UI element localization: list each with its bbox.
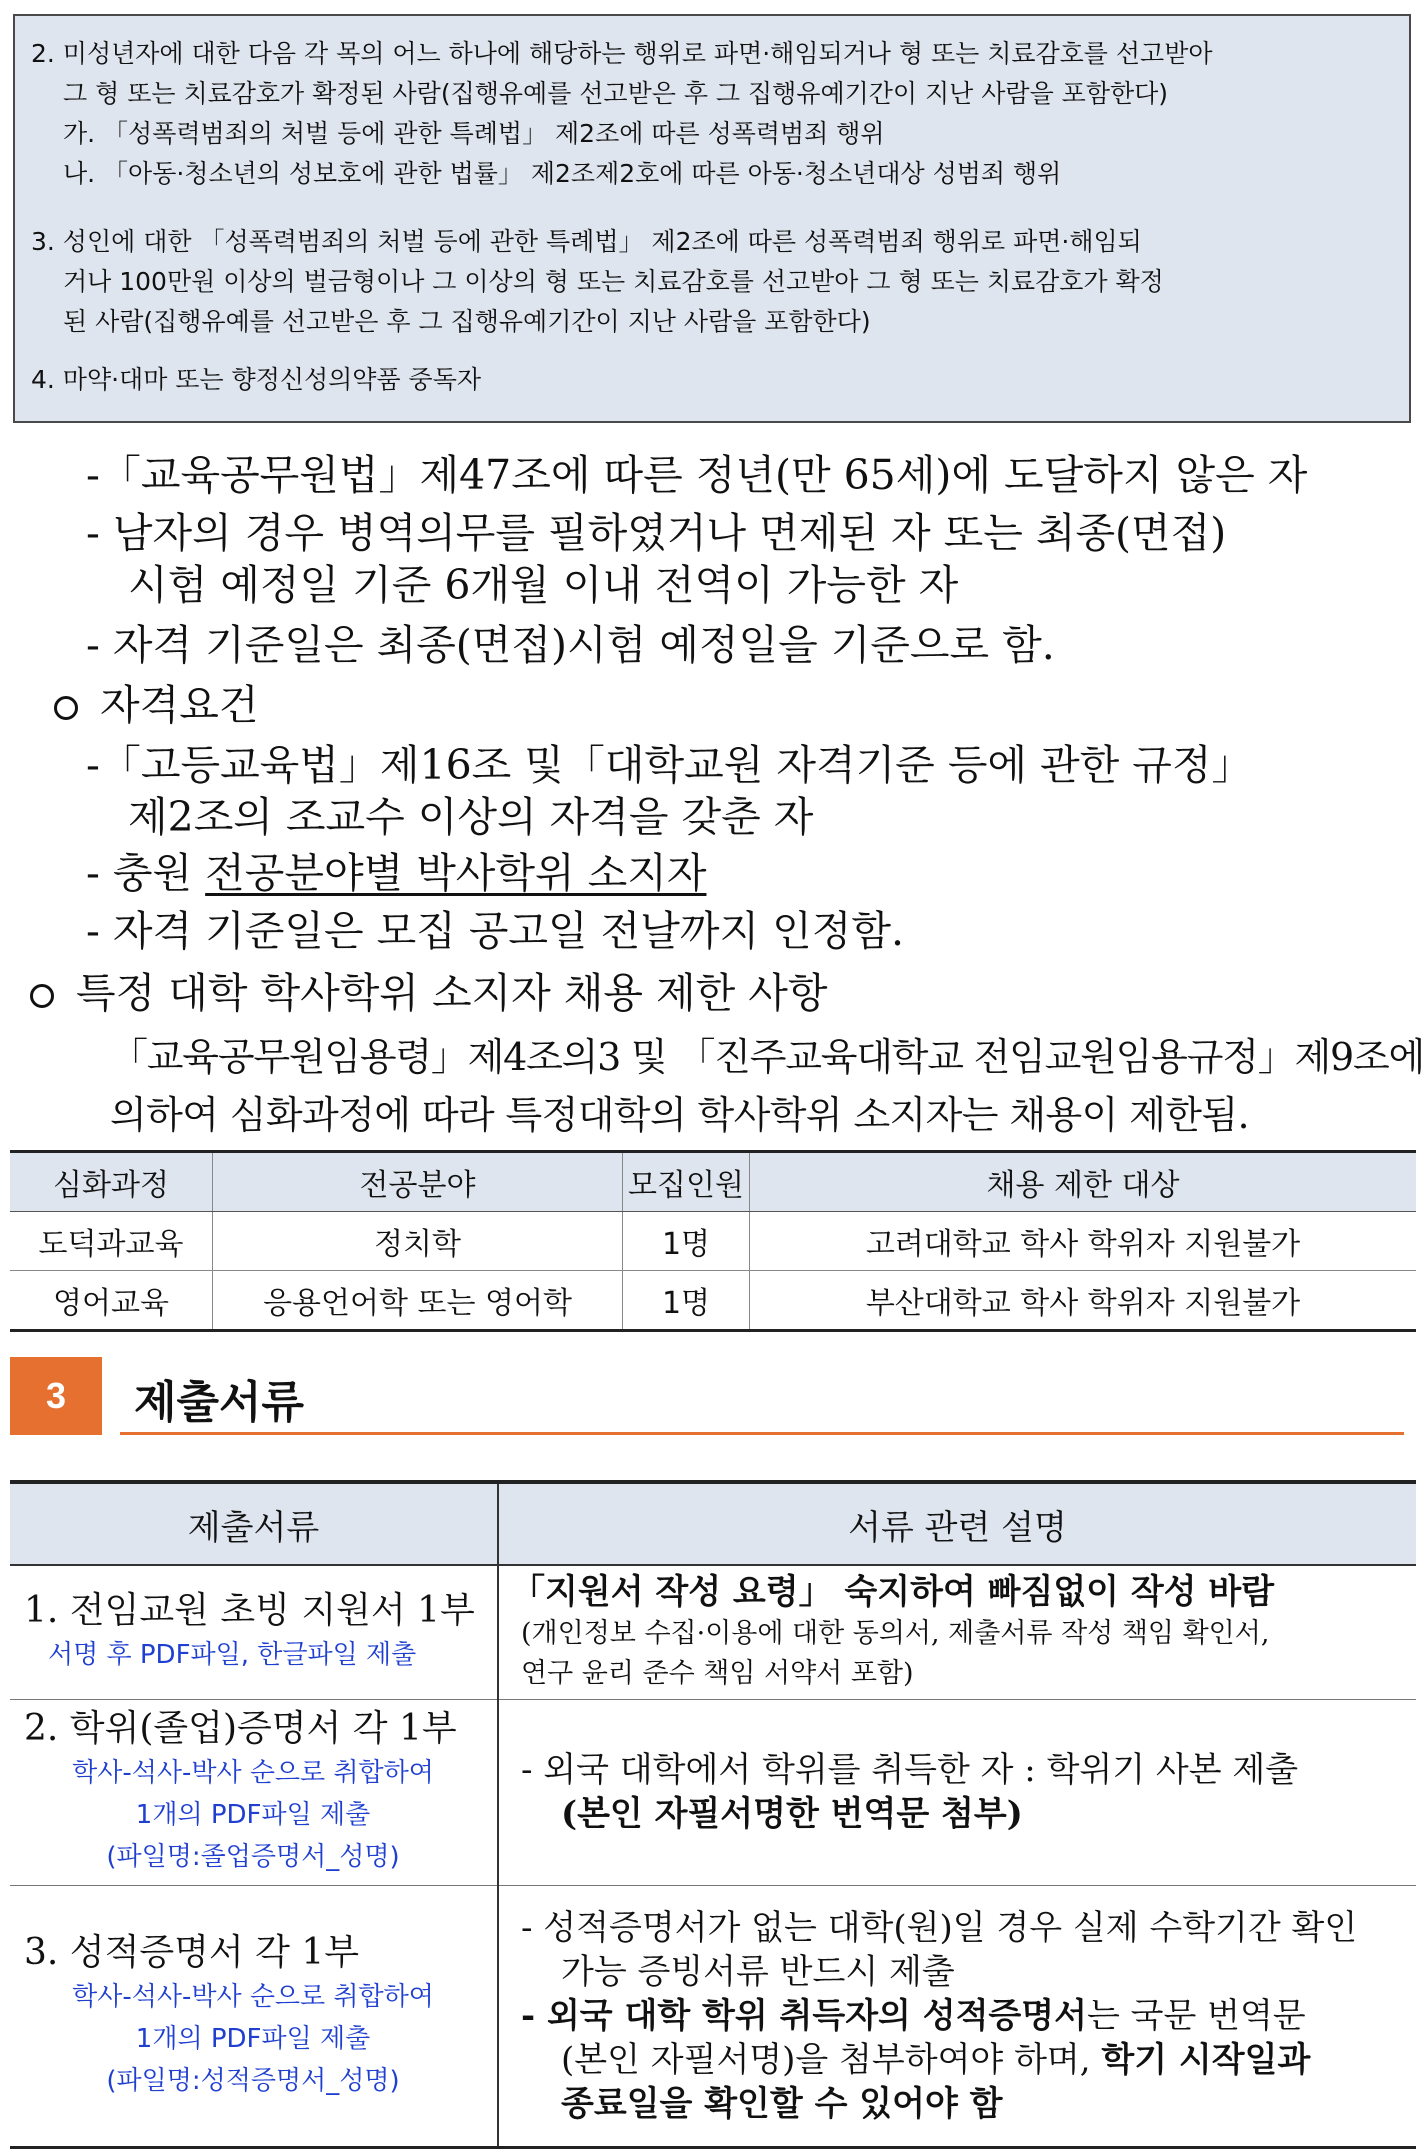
document-note: 서명 후 PDF파일, 한글파일 제출	[48, 1640, 417, 1671]
description-line: (본인 자필서명)을 첨부하여야 하며, 학기 시작일과	[561, 2039, 1311, 2080]
text-line: -「고등교육법」제16조 및「대학교원 자격기준 등에 관한 규정」	[86, 741, 1253, 789]
box-line: 3. 성인에 대한 「성폭력범죄의 처벌 등에 관한 특례법」 제2조에 따른 성폭력범죄 행위로 파면·해임되	[31, 227, 1142, 256]
document-note: (파일명:성적증명서_성명)	[106, 2065, 400, 2096]
column-header: 채용 제한 대상	[750, 1152, 1417, 1212]
text-line: - 충원 전공분야별 박사학위 소지자	[86, 849, 707, 897]
description-line: - 외국 대학에서 학위를 취득한 자 : 학위기 사본 제출	[521, 1750, 1299, 1790]
table-cell: 응용언어학 또는 영어학	[213, 1271, 623, 1331]
box-line: 2. 미성년자에 대한 다음 각 목의 어느 하나에 해당하는 행위로 파면·해임되거나 형 또는 치료감호를 선고받아	[31, 39, 1213, 68]
description-line: 가능 증빙서류 반드시 제출	[561, 1951, 955, 1992]
disqualification-box	[13, 14, 1411, 423]
document-title: 1. 전임교원 초빙 지원서 1부	[24, 1590, 475, 1632]
table-cell: 부산대학교 학사 학위자 지원불가	[750, 1271, 1417, 1331]
description-line: - 성적증명서가 없는 대학(원)일 경우 실제 수학기간 확인	[521, 1907, 1358, 1948]
text-line: 제2조의 조교수 이상의 자격을 갖춘 자	[128, 793, 814, 841]
text-line: - 남자의 경우 병역의무를 필하였거나 면제된 자 또는 최종(면접)	[86, 509, 1227, 557]
document-cell	[10, 1699, 498, 1885]
description-cell	[498, 1565, 1416, 1699]
document-cell	[10, 1565, 498, 1699]
table-row	[10, 1271, 1416, 1331]
table-header-row	[10, 1152, 1416, 1212]
description-cell	[498, 1885, 1416, 2147]
column-header: 심화과정	[10, 1152, 213, 1212]
description-line: 종료일을 확인할 수 있어야 함	[561, 2083, 1003, 2124]
text-line: 「교육공무원임용령」제4조의3 및 「진주교육대학교 전임교원임용규정」제9조에	[110, 1035, 1425, 1079]
text-line: - 자격 기준일은 최종(면접)시험 예정일을 기준으로 함.	[86, 621, 1055, 669]
document-title: 2. 학위(졸업)증명서 각 1부	[24, 1708, 457, 1749]
table-cell: 영어교육	[10, 1271, 213, 1331]
column-header: 제출서류	[10, 1482, 498, 1565]
circle-bullet-icon	[54, 696, 78, 720]
section-heading: 자격요건	[54, 672, 258, 731]
description-line: (개인정보 수집·이용에 대한 동의서, 제출서류 작성 책임 확인서,	[521, 1618, 1270, 1650]
description-line: - 외국 대학 학위 취득자의 성적증명서는 국문 번역문	[521, 1995, 1306, 2036]
document-cell	[10, 1885, 498, 2147]
text-line: - 자격 기준일은 모집 공고일 전날까지 인정함.	[86, 907, 904, 955]
circle-bullet-icon	[30, 984, 54, 1008]
document-note: 1개의 PDF파일 제출	[135, 2023, 371, 2054]
table-row	[10, 1699, 1416, 1885]
document-note: (파일명:졸업증명서_성명)	[106, 1842, 400, 1872]
box-line: 나. 「아동·청소년의 성보호에 관한 법률」 제2조제2호에 따른 아동·청소년대상 성범죄 행위	[63, 159, 1062, 188]
table-row	[10, 1212, 1416, 1271]
box-line: 그 형 또는 치료감호가 확정된 사람(집행유예를 선고받은 후 그 집행유예기간이 지난 사람을 포함한다)	[63, 79, 1169, 108]
table-cell: 1명	[623, 1212, 750, 1271]
text-line: 의하여 심화과정에 따라 특정대학의 학사학위 소지자는 채용이 제한됨.	[110, 1093, 1249, 1137]
column-header: 서류 관련 설명	[498, 1482, 1416, 1565]
box-line: 4. 마약·대마 또는 향정신성의약품 중독자	[31, 365, 481, 394]
description-line: 연구 윤리 준수 책임 서약서 포함)	[521, 1658, 914, 1690]
section-title: 제출서류	[134, 1378, 305, 1427]
document-title: 3. 성적증명서 각 1부	[24, 1931, 360, 1973]
document-note: 1개의 PDF파일 제출	[135, 1800, 371, 1830]
document-note: 학사-석사-박사 순으로 취합하여	[72, 1758, 434, 1788]
column-header: 모집인원	[623, 1152, 750, 1212]
underlined-text: 전공분야별 박사학위 소지자	[205, 849, 707, 897]
box-line: 된 사람(집행유예를 선고받은 후 그 집행유예기간이 지난 사람을 포함한다)	[63, 307, 871, 336]
documents-table	[10, 1480, 1416, 2149]
table-cell: 도덕과교육	[10, 1212, 213, 1271]
section-heading: 특정 대학 학사학위 소지자 채용 제한 사항	[30, 960, 828, 1019]
table-cell: 1명	[623, 1271, 750, 1331]
description-line: (본인 자필서명한 번역문 첨부)	[561, 1794, 1023, 1834]
restriction-table	[10, 1150, 1416, 1332]
table-cell: 고려대학교 학사 학위자 지원불가	[750, 1212, 1417, 1271]
box-line: 거나 100만원 이상의 벌금형이나 그 이상의 형 또는 치료감호를 선고받아 그 형 또는 치료감호가 확정	[63, 267, 1164, 296]
document-note: 학사-석사-박사 순으로 취합하여	[72, 1981, 434, 2012]
description-line: 「지원서 작성 요령」 숙지하여 빠짐없이 작성 바람	[511, 1572, 1275, 1613]
section-divider	[120, 1432, 1404, 1435]
text-line: 시험 예정일 기준 6개월 이내 전역이 가능한 자	[128, 561, 959, 609]
table-header-row	[10, 1482, 1416, 1565]
section-number: 3	[10, 1357, 102, 1435]
description-cell	[498, 1699, 1416, 1885]
table-cell: 정치학	[213, 1212, 623, 1271]
column-header: 전공분야	[213, 1152, 623, 1212]
text-line: -「교육공무원법」제47조에 따른 정년(만 65세)에 도달하지 않은 자	[86, 451, 1308, 499]
box-line: 가. 「성폭력범죄의 처벌 등에 관한 특례법」 제2조에 따른 성폭력범죄 행위	[63, 119, 885, 148]
table-row	[10, 1565, 1416, 1699]
table-row	[10, 1885, 1416, 2147]
